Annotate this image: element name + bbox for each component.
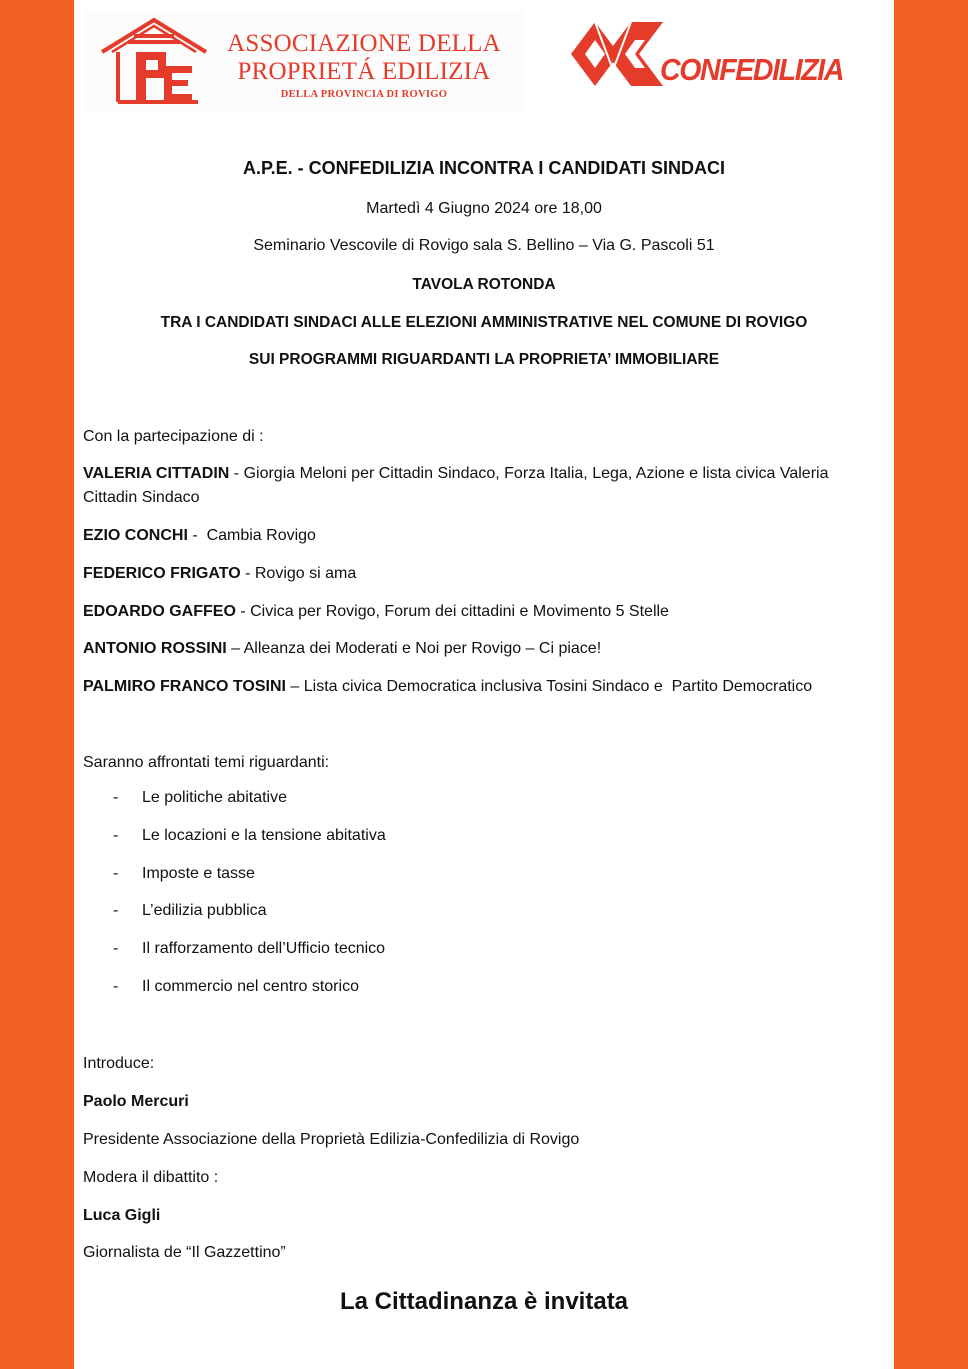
ape-name-line1: ASSOCIAZIONE DELLA [227,30,501,57]
list-item: - L’edilizia pubblica [113,902,267,919]
event-subtitle-line2: SUI PROGRAMMI RIGUARDANTI LA PROPRIETA’ IMMOBILIARE [248,351,720,368]
ape-name-line2: PROPRIETÁ EDILIZIA [237,58,491,85]
event-date: Martedì 4 Giugno 2024 ore 18,00 [366,200,602,217]
participant-lists: Cambia Rovigo [206,527,316,544]
event-title: A.P.E. - CONFEDILIZIA INCONTRA I CANDIDATI SINDACI [242,158,725,178]
list-item: - Le locazioni e la tensione abitativa [113,827,386,844]
list-item: - Le politiche abitative [113,789,287,806]
participant-name: VALERIA CITTADIN [83,465,230,482]
list-item: - Il commercio nel centro storico [113,978,359,995]
introducer-name: Paolo Mercuri [83,1093,189,1110]
ape-house-icon [98,16,210,108]
flyer-page [74,0,894,1369]
ape-name-line3: DELLA PROVINCIA DI ROVIGO [280,89,448,100]
participant-item: VALERIA CITTADIN - Giorgia Meloni per Cittadin Sindaco, Forza Italia, Lega, Azione e lista civica Valeria Cittadin Sindaco [83,465,829,506]
event-subtitle-line1: TRA I CANDIDATI SINDACI ALLE ELEZIONI AMMINISTRATIVE NEL COMUNE DI ROVIGO [160,314,808,331]
participant-name: PALMIRO FRANCO TOSINI [83,678,286,695]
ape-logo [84,10,524,112]
moderator-role: Giornalista de “Il Gazzettino” [83,1244,286,1261]
participant-name: EDOARDO GAFFEO [83,603,236,620]
confedilizia-logo-icon [567,18,667,90]
participant-item: EZIO CONCHI - Cambia Rovigo [83,527,316,544]
participant-item: ANTONIO ROSSINI – Alleanza dei Moderati e Noi per Rovigo – Ci piace! [83,640,602,657]
confedilizia-wordmark: CONFEDILIZIA [660,52,844,87]
participant-item: EDOARDO GAFFEO - Civica per Rovigo, Forum dei cittadini e Movimento 5 Stelle [83,603,669,620]
event-venue: Seminario Vescovile di Rovigo sala S. Bellino – Via G. Pascoli 51 [253,237,715,254]
topics-intro: Saranno affrontati temi riguardanti: [83,754,330,771]
participant-item: FEDERICO FRIGATO - Rovigo si ama [83,565,357,582]
invitation-footer: La Cittadinanza è invitata [339,1288,629,1315]
participant-lists: Civica per Rovigo, Forum dei cittadini e Movimento 5 Stelle [250,603,669,620]
list-item: - Il rafforzamento dell’Ufficio tecnico [113,940,386,957]
event-type: TAVOLA ROTONDA [412,276,556,293]
participant-lists: Giorgia Meloni per Cittadin Sindaco, Forza Italia, Lega, Azione e lista civica Valeria Cittadin Sindaco [83,465,829,506]
participant-item: PALMIRO FRANCO TOSINI – Lista civica Democratica inclusiva Tosini Sindaco e Partito Democratico [83,678,813,695]
participant-lists: Alleanza dei Moderati e Noi per Rovigo – Ci piace! [243,640,602,657]
participant-name: ANTONIO ROSSINI [83,640,227,657]
list-item: - Imposte e tasse [113,865,255,882]
participant-lists: Rovigo si ama [254,565,357,582]
participant-lists: Lista civica Democratica inclusiva Tosini Sindaco e Partito Democratico [303,678,813,695]
participant-name: FEDERICO FRIGATO [83,565,241,582]
moderator-name: Luca Gigli [83,1207,161,1224]
moderator-label: Modera il dibattito : [83,1169,219,1186]
introduce-label: Introduce: [83,1055,155,1072]
participants-intro: Con la partecipazione di : [83,428,264,445]
participant-name: EZIO CONCHI [83,527,188,544]
introducer-role: Presidente Associazione della Proprietà Edilizia-Confedilizia di Rovigo [83,1131,580,1148]
